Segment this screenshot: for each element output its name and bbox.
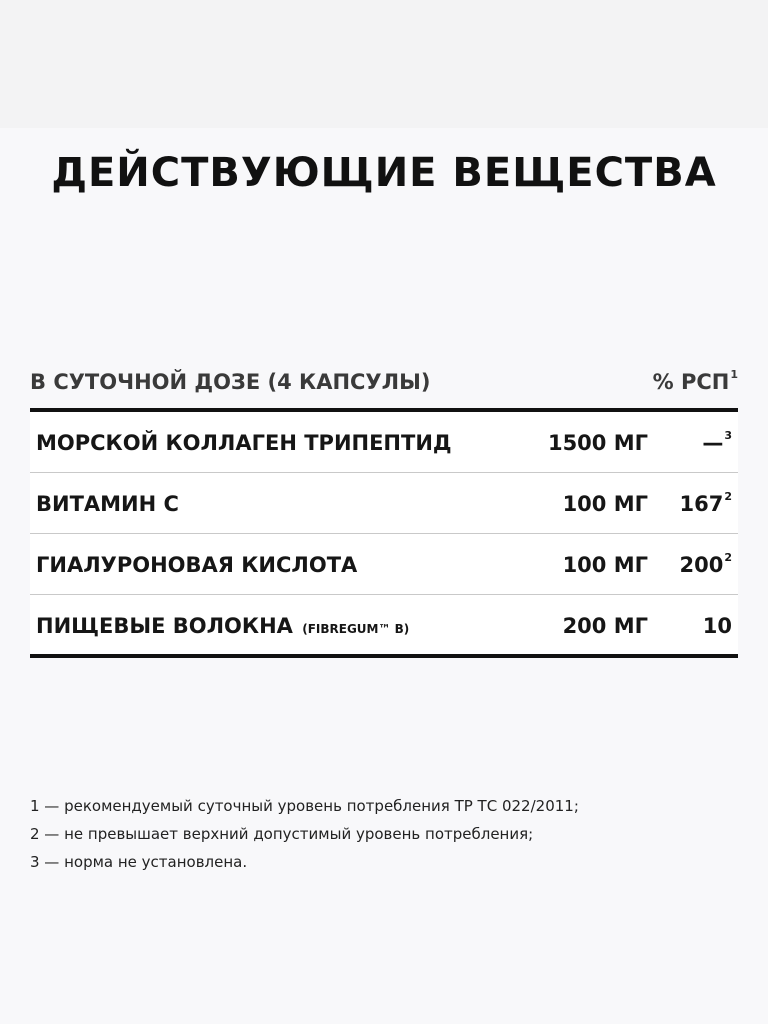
table-row bbox=[30, 473, 738, 534]
ingredient-name bbox=[36, 614, 409, 638]
pct-value: 10 bbox=[702, 614, 732, 638]
ingredient-pct bbox=[702, 431, 732, 455]
footnotes bbox=[30, 792, 730, 876]
header-dose-label: В СУТОЧНОЙ ДОЗЕ (4 КАПСУЛЫ) bbox=[30, 370, 431, 394]
page-title: ДЕЙСТВУЮЩИЕ ВЕЩЕСТВА bbox=[51, 150, 717, 196]
footnote-3: 3 — норма не установлена. bbox=[30, 853, 248, 871]
table-row bbox=[30, 595, 738, 655]
header-rsp-sup: 1 bbox=[730, 368, 738, 381]
table-header bbox=[30, 370, 738, 400]
ingredient-amount: 100 МГ bbox=[562, 492, 648, 516]
ingredient-name: ГИАЛУРОНОВАЯ КИСЛОТА bbox=[36, 553, 358, 577]
ingredient-note: (FIBREGUM™ B) bbox=[302, 622, 410, 636]
pct-value: 200 bbox=[679, 553, 724, 577]
footnote-1: 1 — рекомендуемый суточный уровень потребления ТР ТС 022/2011; bbox=[30, 797, 579, 815]
ingredient-pct bbox=[680, 492, 733, 516]
pct-sup: 2 bbox=[724, 490, 732, 503]
table-bottom-rule bbox=[30, 654, 738, 658]
table-row bbox=[30, 412, 738, 473]
ingredient-pct bbox=[703, 614, 732, 638]
pct-sup: 3 bbox=[724, 429, 732, 442]
ingredient-name-text: ПИЩЕВЫЕ ВОЛОКНА bbox=[36, 614, 293, 638]
ingredients-table bbox=[30, 412, 738, 655]
footnote-2: 2 — не превышает верхний допустимый уровень потребления; bbox=[30, 825, 534, 843]
ingredient-pct bbox=[680, 553, 733, 577]
ingredient-amount: 200 МГ bbox=[562, 614, 648, 638]
pct-value: 167 bbox=[679, 492, 724, 516]
table-row bbox=[30, 534, 738, 595]
ingredient-amount: 1500 МГ bbox=[547, 431, 648, 455]
header-rsp-text: % РСП bbox=[652, 370, 730, 394]
ingredient-name: ВИТАМИН С bbox=[36, 492, 179, 516]
ingredient-name: МОРСКОЙ КОЛЛАГЕН ТРИПЕПТИД bbox=[36, 431, 452, 455]
header-rsp-label bbox=[653, 370, 738, 394]
ingredient-amount: 100 МГ bbox=[562, 553, 648, 577]
pct-sup: 2 bbox=[724, 551, 732, 564]
pct-value: — bbox=[702, 431, 724, 455]
